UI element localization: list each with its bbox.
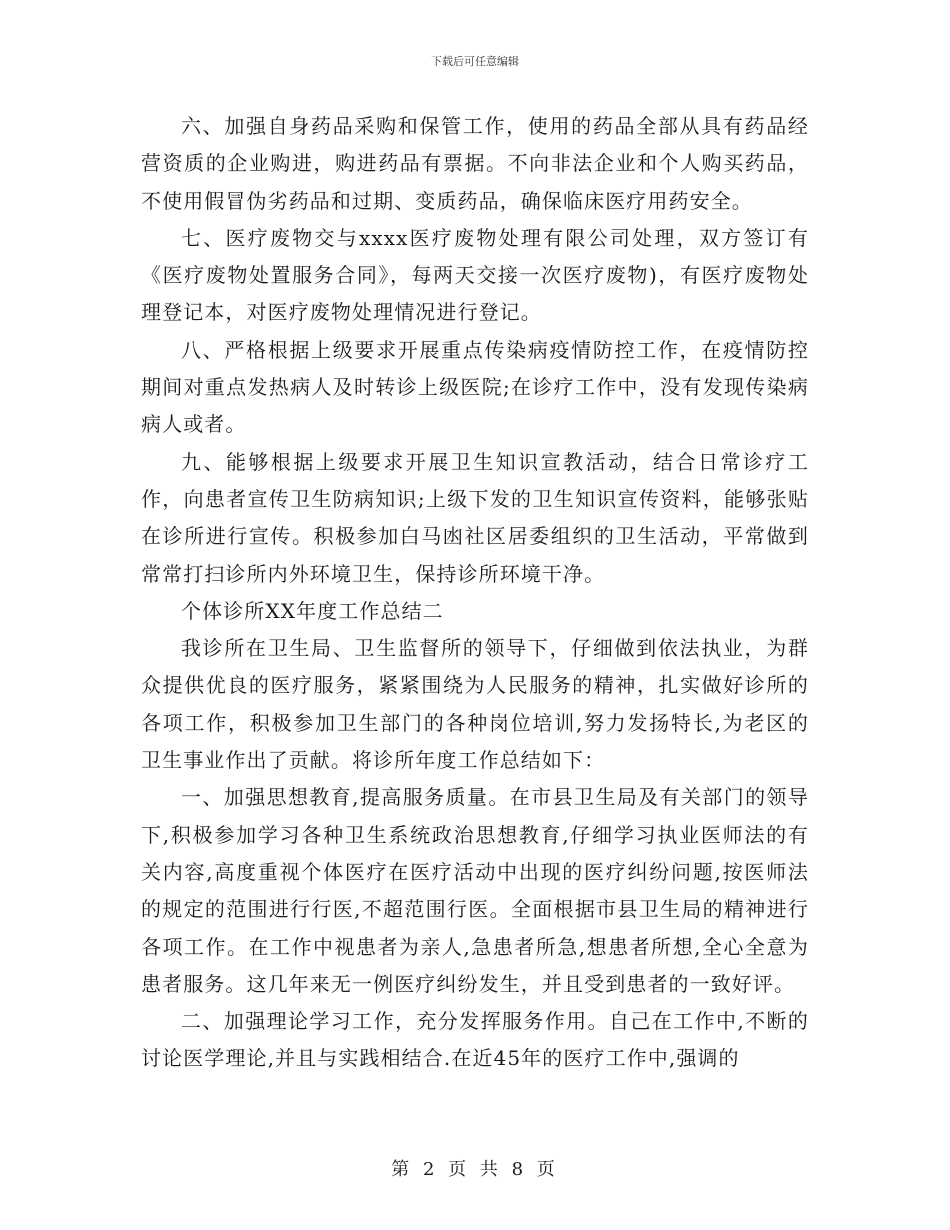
paragraph-eight: 八、严格根据上级要求开展重点传染病疫情防控工作，在疫情防控期间对重点发热病人及时转诊上级医院;在诊疗工作中，没有发现传染病病人或者。	[141, 337, 809, 437]
section-title: 个体诊所XX年度工作总结二	[181, 598, 444, 623]
paragraph-two: 二、加强理论学习工作，充分发挥服务作用。自己在工作中,不断的讨论医学理论,并且与实践相结合.在近45年的医疗工作中,强调的	[141, 1009, 809, 1071]
page-number: 第 2 页 共 8 页	[391, 1159, 559, 1180]
page-header-note: 下载后可任意编辑	[431, 55, 519, 68]
paragraph-one: 一、加强思想教育,提高服务质量。在市县卫生局及有关部门的领导下,积极参加学习各种卫生系统政治思想教育,仔细学习执业医师法的有关内容,高度重视个体医疗在医疗活动中出现的医疗纠纷问题,按医师法的规定的范围进行行医,不超范围行医。全面根据市县卫生局的精神进行各项工作。在工作中视患者为亲人,急患者所急,想患者所想,全心全意为患者服务。这几年来无一例医疗纠纷发生，并且受到患者的一致好评。	[141, 785, 809, 996]
paragraph-nine: 九、能够根据上级要求开展卫生知识宣教活动，结合日常诊疗工作，向患者宣传卫生防病知识;上级下发的卫生知识宣传资料，能够张贴在诊所进行宣传。积极参加白马凼社区居委组织的卫生活动，平常做到常常打扫诊所内外环境卫生，保持诊所环境干净。	[141, 449, 809, 586]
document-body	[141, 108, 809, 1078]
paragraph-six: 六、加强自身药品采购和保管工作，使用的药品全部从具有药品经营资质的企业购进，购进药品有票据。不向非法企业和个人购买药品，不使用假冒伪劣药品和过期、变质药品，确保临床医疗用药安全。	[141, 114, 809, 213]
paragraph-intro: 我诊所在卫生局、卫生监督所的领导下，仔细做到依法执业，为群众提供优良的医疗服务，紧紧围绕为人民服务的精神，扎实做好诊所的各项工作，积极参加卫生部门的各种岗位培训,努力发扬特长,为老区的卫生事业作出了贡献。将诊所年度工作总结如下：	[141, 636, 809, 773]
paragraph-seven: 七、医疗废物交与xxxx医疗废物处理有限公司处理，双方签订有《医疗废物处置服务合同》，每两天交接一次医疗废物)，有医疗废物处理登记本，对医疗废物处理情况进行登记。	[141, 225, 809, 325]
